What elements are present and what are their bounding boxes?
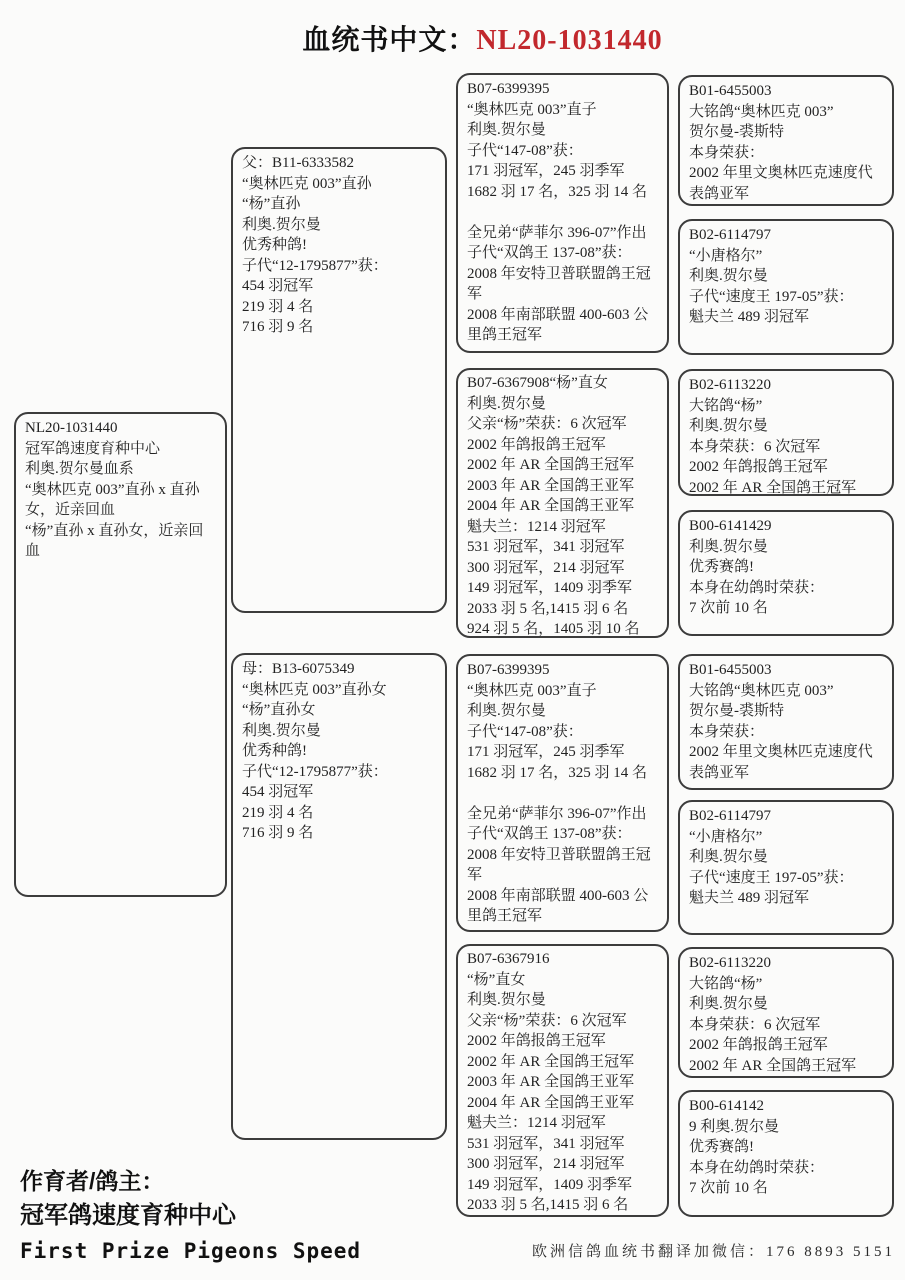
text-line: 利奥.贺尔曼 xyxy=(467,395,546,412)
pedigree-box-maternal-grandmother xyxy=(456,944,669,1217)
text-line: “奥林匹克 003”直孙 x 直孙女，近亲回血 xyxy=(25,481,200,518)
text-line: B02-6114797 xyxy=(689,227,771,243)
text-line: 2003 年 AR 全国鸽王亚军 xyxy=(467,477,635,494)
text-line: 利奥.贺尔曼 xyxy=(467,122,546,138)
text-line: B07-6367916 xyxy=(467,951,550,967)
breeder-label: 作育者/鸽主： xyxy=(20,1168,165,1194)
page-title xyxy=(0,18,905,58)
text-line: 2033 羽 5 名,1415 羽 6 名 xyxy=(467,1197,629,1213)
text-line: B01-6455003 xyxy=(689,83,772,99)
text-line: 父亲“杨”荣获：6 次冠军 xyxy=(467,416,627,432)
text-line: 2008 年南部联盟 400-603 公里鸽王冠军 xyxy=(467,887,649,924)
text-line: 全兄弟“萨菲尔 396-07”作出 xyxy=(467,805,647,822)
text-line: 2002 年 AR 全国鸽王冠军 xyxy=(467,1053,635,1070)
text-line: 2002 年里文奥林匹克速度代表鸽亚军 xyxy=(689,744,873,781)
text-line: B01-6455003 xyxy=(689,662,772,678)
text-line: “小唐格尔” xyxy=(689,828,763,845)
breeder-block xyxy=(20,1164,361,1266)
text-line: 父：B11-6333582 xyxy=(242,155,354,171)
title-prefix: 血统书中文： xyxy=(302,25,477,56)
text-line: 2002 年 AR 全国鸽王冠军 xyxy=(467,457,635,473)
text-line: 优秀赛鸽! xyxy=(689,559,754,575)
text-line: 171 羽冠军，245 羽季军 xyxy=(467,163,625,179)
pedigree-box-paternal-grandfather xyxy=(456,73,669,353)
text-line: 魁夫兰 489 羽冠军 xyxy=(689,309,810,325)
text-line: 利奥.贺尔曼血系 xyxy=(25,461,134,477)
breeder-name-english: First Prize Pigeons Speed xyxy=(20,1239,362,1263)
text-line: 2004 年 AR 全国鸽王亚军 xyxy=(467,498,635,514)
text-line: 531 羽冠军，341 羽冠军 xyxy=(467,1135,625,1152)
pedigree-box-great-grandparent-2 xyxy=(678,219,894,355)
text-line: 利奥.贺尔曼 xyxy=(689,268,768,284)
text-line: 大铭鸽“杨” xyxy=(689,397,763,414)
pedigree-box-mother xyxy=(231,653,447,1140)
text-line: 171 羽冠军，245 羽季军 xyxy=(467,744,625,760)
text-line: 子代“速度王 197-05”获： xyxy=(689,869,854,886)
text-line: 优秀种鸽! xyxy=(242,237,307,253)
text-line: 魁夫兰 489 羽冠军 xyxy=(689,890,810,906)
text-line: 本身荣获： xyxy=(689,723,765,740)
text-line: 149 羽冠军，1409 羽季军 xyxy=(467,1176,633,1193)
text-line: 本身荣获： xyxy=(689,144,765,161)
text-line: 2033 羽 5 名,1415 羽 6 名 xyxy=(467,600,629,617)
text-line: 本身荣获：6 次冠军 xyxy=(689,1016,821,1033)
text-line: B07-6399395 xyxy=(467,81,550,97)
text-line: 454 羽冠军 xyxy=(242,278,314,294)
pedigree-box-great-grandparent-3 xyxy=(678,369,894,496)
text-line: 2003 年 AR 全国鸽王亚军 xyxy=(467,1074,635,1090)
text-line: 利奥.贺尔曼 xyxy=(689,538,768,555)
text-line: 子代“速度王 197-05”获： xyxy=(689,288,854,305)
text-line: 716 羽 9 名 xyxy=(242,319,314,335)
text-line: 母：B13-6075349 xyxy=(242,661,355,677)
text-line: 大铭鸽“奥林匹克 003” xyxy=(689,103,834,120)
text-line: 2002 年鸽报鸽王冠军 xyxy=(467,436,606,453)
pedigree-box-subject xyxy=(14,412,227,897)
text-line: 利奥.贺尔曼 xyxy=(242,722,321,739)
text-line: 子代“双鸽王 137-08”获： xyxy=(467,245,632,261)
text-line: 2002 年鸽报鸽王冠军 xyxy=(689,1037,828,1053)
text-line: 219 羽 4 名 xyxy=(242,298,314,315)
text-line: 2008 年南部联盟 400-603 公里鸽王冠军 xyxy=(467,306,649,343)
text-line: 2002 年鸽报鸽王冠军 xyxy=(467,1033,606,1049)
text-line: B00-614142 xyxy=(689,1098,764,1114)
text-line: 2004 年 AR 全国鸽王亚军 xyxy=(467,1094,635,1111)
text-line: 2002 年 AR 全国鸽王冠军 xyxy=(689,479,857,496)
text-line: 大铭鸽“杨” xyxy=(689,975,763,992)
pedigree-box-great-grandparent-6 xyxy=(678,800,894,935)
text-line: 300 羽冠军，214 羽冠军 xyxy=(467,1156,625,1172)
text-line: 2002 年里文奥林匹克速度代表鸽亚军 xyxy=(689,165,873,202)
text-line: B07-6399395 xyxy=(467,662,550,678)
pedigree-box-great-grandparent-4 xyxy=(678,510,894,636)
text-line: 1682 羽 17 名，325 羽 14 名 xyxy=(467,764,648,781)
text-line: “杨”直孙 xyxy=(242,196,301,212)
text-line: 子代“双鸽王 137-08”获： xyxy=(467,826,632,842)
text-line: 本身荣获：6 次冠军 xyxy=(689,438,821,455)
text-line: “奥林匹克 003”直孙女 xyxy=(242,681,387,698)
text-line: 利奥.贺尔曼 xyxy=(689,849,768,865)
text-line: 利奥.贺尔曼 xyxy=(242,216,321,233)
pedigree-box-paternal-grandmother xyxy=(456,368,669,638)
text-line: B02-6114797 xyxy=(689,808,771,824)
text-line: 利奥.贺尔曼 xyxy=(689,996,768,1012)
text-line: 子代“12-1795877”获： xyxy=(242,763,388,780)
text-line: 300 羽冠军，214 羽冠军 xyxy=(467,559,625,576)
text-line: B02-6113220 xyxy=(689,377,771,393)
pedigree-box-great-grandparent-8 xyxy=(678,1090,894,1217)
text-line: 2002 年 AR 全国鸽王冠军 xyxy=(689,1057,857,1074)
text-line: 149 羽冠军，1409 羽季军 xyxy=(467,580,633,596)
text-line: “奥林匹克 003”直孙 xyxy=(242,175,372,192)
text-line: 716 羽 9 名 xyxy=(242,825,314,841)
title-ring-number: NL20-1031440 xyxy=(476,25,663,56)
text-line: 子代“147-08”获： xyxy=(467,142,583,159)
text-line: 魁夫兰：1214 羽冠军 xyxy=(467,518,606,535)
text-line: NL20-1031440 xyxy=(25,420,118,436)
text-line: 贺尔曼-裘斯特 xyxy=(689,124,784,140)
text-line: 优秀种鸽! xyxy=(242,743,307,759)
text-line: 454 羽冠军 xyxy=(242,784,314,800)
text-line: 924 羽 5 名，1405 羽 10 名 xyxy=(467,621,640,637)
text-line: 利奥.贺尔曼 xyxy=(467,703,546,719)
text-line: “杨”直孙女 xyxy=(242,702,316,718)
text-line: 1682 羽 17 名，325 羽 14 名 xyxy=(467,183,648,200)
pedigree-box-great-grandparent-1 xyxy=(678,75,894,206)
text-line: 子代“147-08”获： xyxy=(467,723,583,740)
text-line: 冠军鸽速度育种中心 xyxy=(25,440,161,457)
text-line xyxy=(467,202,659,223)
text-line: 全兄弟“萨菲尔 396-07”作出 xyxy=(467,224,647,241)
translation-contact-note: 欧洲信鸽血统书翻译加微信：176 8893 5151 xyxy=(531,1244,895,1260)
text-line: “杨”直孙 x 直孙女，近亲回血 xyxy=(25,522,204,559)
text-line xyxy=(467,783,659,804)
text-line: 本身在幼鸽时荣获： xyxy=(689,579,825,596)
text-line: 7 次前 10 名 xyxy=(689,600,768,616)
pedigree-box-father xyxy=(231,147,447,613)
text-line: B00-6141429 xyxy=(689,518,772,534)
text-line: 本身在幼鸽时荣获： xyxy=(689,1159,825,1176)
text-line: 219 羽 4 名 xyxy=(242,804,314,821)
pedigree-box-maternal-grandfather xyxy=(456,654,669,932)
text-line: B07-6367908“杨”直女 xyxy=(467,375,608,391)
text-line: 9 利奥.贺尔曼 xyxy=(689,1118,780,1135)
text-line: 父亲“杨”荣获：6 次冠军 xyxy=(467,1012,627,1029)
text-line: 利奥.贺尔曼 xyxy=(467,992,546,1008)
text-line: 531 羽冠军，341 羽冠军 xyxy=(467,539,625,555)
text-line: “奥林匹克 003”直子 xyxy=(467,682,597,699)
text-line: 贺尔曼-裘斯特 xyxy=(689,703,784,719)
text-line: “小唐格尔” xyxy=(689,247,763,264)
breeder-name: 冠军鸽速度育种中心 xyxy=(20,1202,236,1229)
text-line: 优秀赛鸽! xyxy=(689,1139,754,1155)
text-line: “杨”直女 xyxy=(467,971,526,988)
text-line: 7 次前 10 名 xyxy=(689,1180,768,1196)
text-line: 魁夫兰：1214 羽冠军 xyxy=(467,1115,606,1131)
text-line: 子代“12-1795877”获： xyxy=(242,257,388,274)
pedigree-box-great-grandparent-7 xyxy=(678,947,894,1078)
text-line: 大铭鸽“奥林匹克 003” xyxy=(689,682,834,699)
text-line: 2008 年安特卫普联盟鸽王冠军 xyxy=(467,846,651,883)
text-line: 2008 年安特卫普联盟鸽王冠军 xyxy=(467,265,651,302)
text-line: B02-6113220 xyxy=(689,955,771,971)
text-line: 利奥.贺尔曼 xyxy=(689,418,768,434)
pedigree-box-great-grandparent-5 xyxy=(678,654,894,790)
text-line: “奥林匹克 003”直子 xyxy=(467,101,597,118)
text-line: 2002 年鸽报鸽王冠军 xyxy=(689,459,828,475)
